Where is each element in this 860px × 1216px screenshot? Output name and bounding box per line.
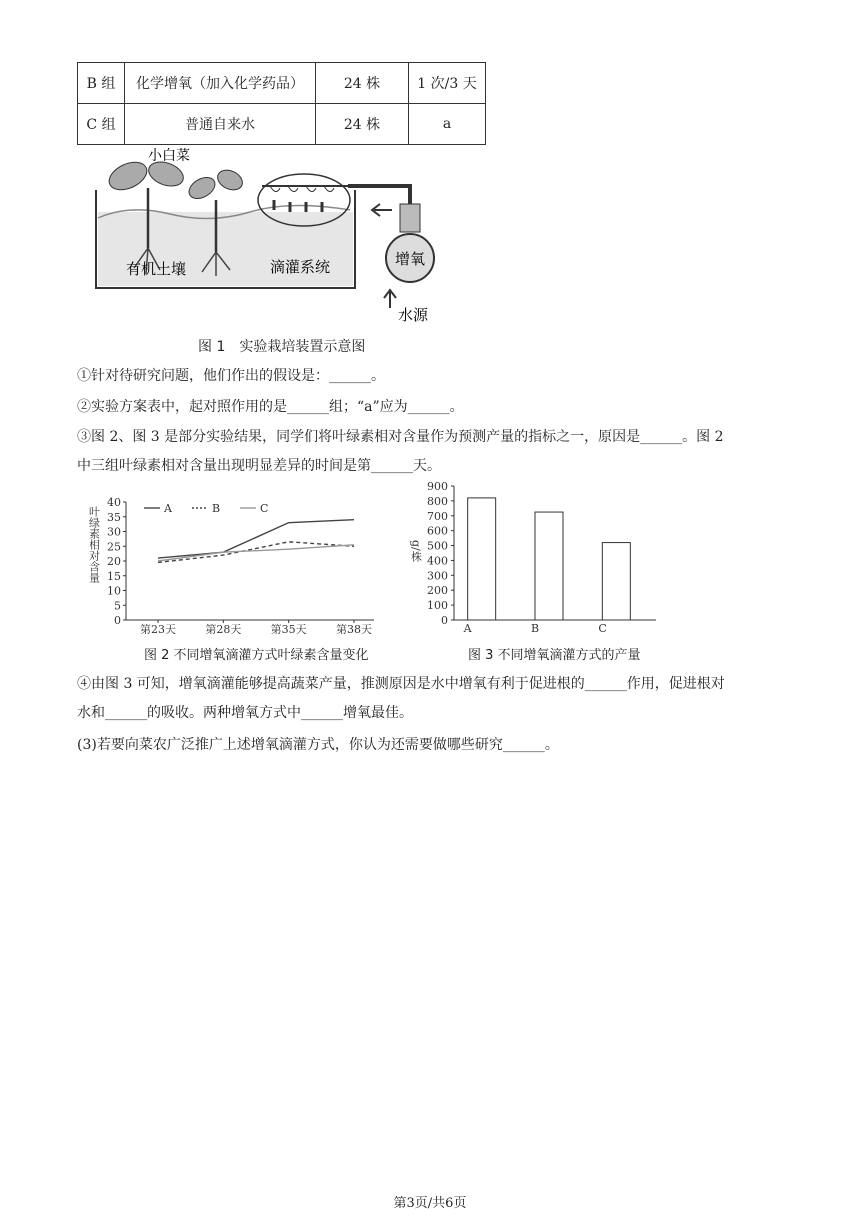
- y-tick-label: 700: [427, 509, 448, 523]
- y-tick-label: 0: [114, 614, 121, 627]
- table-cell-method: 普通自来水: [125, 104, 316, 145]
- x-tick-label: 第35天: [270, 623, 307, 634]
- label-drip-system: 滴灌系统: [270, 258, 331, 276]
- question-2: ②实验方案表中，起对照作用的是______组；“a”应为______。: [77, 399, 464, 415]
- label-soil: 有机土壤: [126, 260, 187, 278]
- legend-label-B: B: [212, 502, 221, 515]
- table-row: [78, 104, 486, 145]
- x-tick-label: 第28天: [205, 623, 242, 634]
- yield-bar-chart: [408, 478, 668, 636]
- bar-A: [468, 498, 496, 620]
- x-tick-label: C: [598, 622, 607, 635]
- y-tick-label: 15: [107, 569, 121, 583]
- apparatus-illustration: [90, 148, 470, 330]
- bar-B: [535, 512, 563, 620]
- y-axis-label: g/株: [409, 540, 423, 562]
- valve-icon: [400, 204, 420, 232]
- x-tick-label: B: [531, 622, 540, 635]
- table-cell-method: 化学增氧（加入化学药品）: [125, 63, 316, 104]
- y-tick-label: 35: [107, 510, 121, 524]
- label-cabbage: 小白菜: [148, 148, 190, 164]
- table-cell-group: B 组: [78, 63, 125, 104]
- table-cell-count: 24 株: [316, 63, 409, 104]
- table-row: [78, 63, 486, 104]
- table-cell-frequency: a: [409, 104, 486, 145]
- y-tick-label: 40: [107, 496, 121, 509]
- y-tick-label: 800: [427, 494, 448, 508]
- bar-C: [602, 543, 630, 620]
- arrow-up-icon: [384, 290, 396, 308]
- question-3-line-2: 中三组叶绿素相对含量出现明显差异的时间是第______天。: [77, 458, 441, 474]
- chlorophyll-line-chart: [82, 492, 382, 634]
- series-line-A: [158, 520, 354, 558]
- table-cell-frequency: 1 次/3 天: [409, 63, 486, 104]
- y-tick-label: 200: [427, 584, 448, 598]
- legend-label-C: C: [260, 502, 269, 515]
- figure-2-caption: 图 2 不同增氧滴灌方式叶绿素含量变化: [144, 648, 369, 663]
- y-tick-label: 20: [107, 555, 121, 568]
- x-tick-label: A: [463, 622, 472, 635]
- x-tick-label: 第23天: [140, 623, 176, 634]
- question-1: ①针对待研究问题，他们作出的假设是：______。: [77, 368, 385, 384]
- experiment-plan-table: [77, 62, 486, 145]
- page-number: 第3页/共6页: [393, 1196, 467, 1211]
- question-3-part: (3)若要向菜农广泛推广上述增氧滴灌方式，你认为还需要做哪些研究______。: [77, 737, 559, 753]
- table-cell-count: 24 株: [316, 104, 409, 145]
- y-tick-label: 100: [427, 599, 448, 613]
- arrow-left-icon: [372, 204, 392, 216]
- y-tick-label: 900: [427, 480, 448, 493]
- label-water-source: 水源: [398, 306, 429, 324]
- y-tick-label: 30: [107, 525, 121, 539]
- y-tick-label: 300: [427, 569, 448, 583]
- y-tick-label: 500: [427, 539, 448, 553]
- legend-label-A: A: [164, 502, 172, 515]
- label-oxygenation: 增氧: [394, 250, 426, 268]
- y-tick-label: 400: [427, 554, 448, 568]
- x-tick-label: 第38天: [336, 623, 372, 634]
- y-axis-label: 叶绿素相对含量: [87, 506, 101, 583]
- question-4-line-1: ④由图 3 可知，增氧滴灌能够提高蔬菜产量，推测原因是水中增氧有利于促进根的______作用，促进根对: [77, 676, 725, 692]
- figure-1-caption: 图 1 实验栽培装置示意图: [198, 339, 366, 355]
- table-cell-group: C 组: [78, 104, 125, 145]
- y-tick-label: 0: [441, 614, 448, 627]
- y-tick-label: 10: [107, 584, 121, 598]
- figure-3-caption: 图 3 不同增氧滴灌方式的产量: [468, 648, 641, 663]
- y-tick-label: 25: [107, 540, 121, 554]
- question-3-line-1: ③图 2、图 3 是部分实验结果，同学们将叶绿素相对含量作为预测产量的指标之一，原因是______。图 2: [77, 429, 724, 445]
- series-line-B: [158, 542, 354, 563]
- question-4-line-2: 水和______的吸收。两种增氧方式中______增氧最佳。: [77, 705, 413, 721]
- y-tick-label: 5: [114, 599, 121, 613]
- y-tick-label: 600: [427, 524, 448, 538]
